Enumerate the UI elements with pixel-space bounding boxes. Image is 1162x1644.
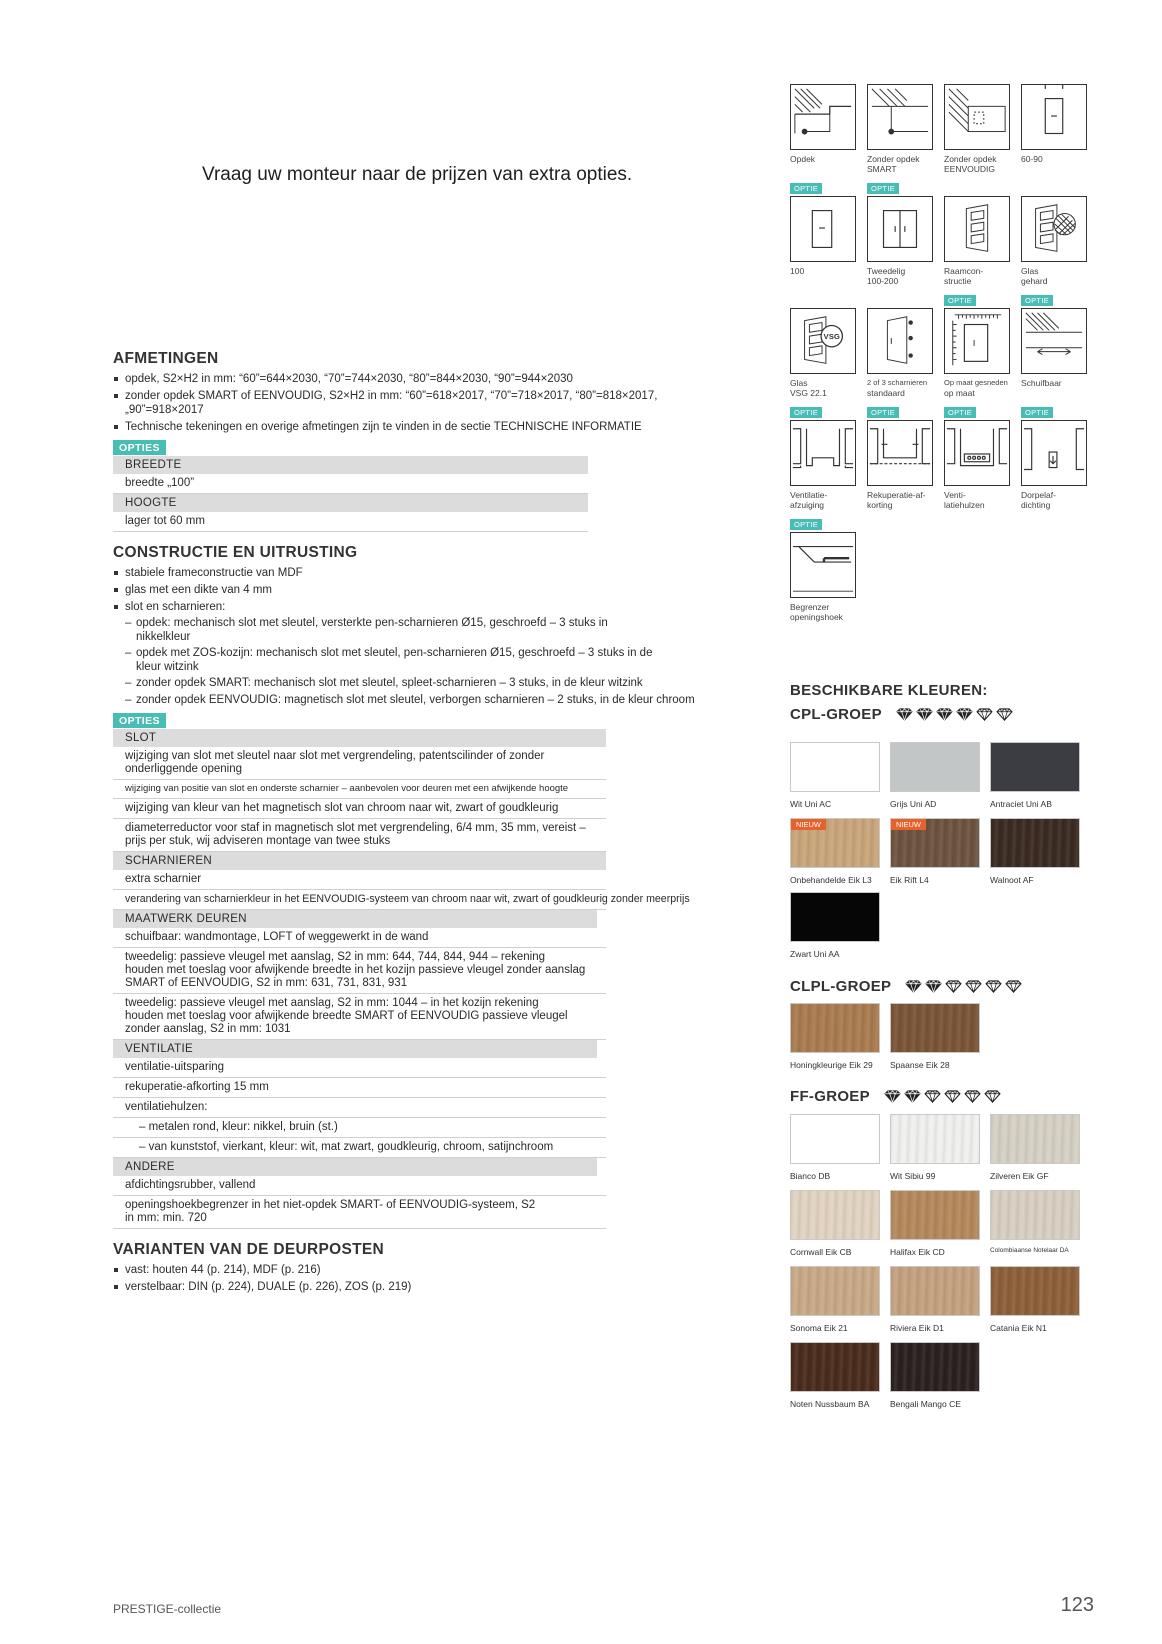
list-item: Technische tekeningen en overige afmetingen zijn te vinden in de sectie TECHNISCHE INFORMATIE [113, 420, 773, 434]
icon-caption: Opdek [790, 154, 816, 164]
headline: Vraag uw monteur naar de prijzen van extra opties. [202, 164, 633, 185]
double-door-icon [867, 196, 933, 262]
swatch-label: Colombiaanse Notelaar DA [990, 1247, 1069, 1254]
table-row: extra scharnier [113, 870, 606, 890]
group-title: CPL-GROEP [790, 706, 882, 723]
diamond-icon [1005, 980, 1022, 993]
table-row: – metalen rond, kleur: nikkel, bruin (st.) [113, 1118, 606, 1138]
color-swatch [790, 1266, 880, 1333]
diamond-icon [905, 980, 922, 993]
vsg-glass-icon [790, 308, 856, 374]
wide-door-icon [790, 196, 856, 262]
icon-caption: Glas [1021, 266, 1039, 276]
table-row: wijziging van slot met sleutel naar slot met vergrendeling, patentscilinder of zonder onderliggende opening [113, 747, 606, 780]
slot-scharnieren-list [125, 617, 773, 707]
icon-tile [790, 84, 856, 164]
color-swatch [790, 818, 880, 885]
color-swatch [990, 1190, 1080, 1254]
icon-caption: structie [944, 276, 972, 286]
optie-tag: OPTIE [867, 183, 899, 194]
swatch-color [890, 1342, 980, 1392]
icon-caption: SMART [867, 164, 897, 174]
group-ff [790, 1088, 1001, 1105]
table-row: ventilatiehulzen: [113, 1098, 606, 1118]
icon-caption: VSG 22.1 [790, 388, 827, 398]
color-swatch [790, 892, 880, 959]
price-diamonds [896, 708, 1013, 721]
list-item: – zonder opdek SMART: mechanisch slot met sleutel, spleet-scharnieren – 3 stuks, in de kleur witzink [125, 677, 773, 691]
icon-tile [1021, 408, 1087, 510]
diamond-icon [925, 980, 942, 993]
swatch-color [890, 1266, 980, 1316]
window-frame-icon [944, 196, 1010, 262]
optie-tag: OPTIE [790, 183, 822, 194]
icon-caption: 100-200 [867, 276, 899, 286]
color-swatch [790, 742, 880, 809]
swatch-label: Sonoma Eik 21 [790, 1323, 848, 1333]
hinges-icon [867, 308, 933, 374]
angle-limiter-icon [790, 532, 856, 598]
swatch-color [790, 1114, 880, 1164]
color-swatch [890, 818, 980, 885]
icon-tile [1021, 84, 1087, 164]
icon-caption: 100 [790, 266, 805, 276]
ventilation-sleeves-icon [944, 420, 1010, 486]
swatch-label: Halifax Eik CD [890, 1247, 945, 1257]
specifications-column [113, 350, 773, 1297]
optie-tag: OPTIE [867, 407, 899, 418]
swatch-label: Bianco DB [790, 1171, 831, 1181]
optie-tag: OPTIE [944, 407, 976, 418]
table-row: verandering van scharnierkleur in het EENVOUDIG-systeem van chroom naar wit, zwart of goudkleurig zonder meerprijs [113, 890, 606, 910]
color-swatch [890, 742, 980, 809]
icon-tile [867, 184, 933, 286]
optie-tag: OPTIE [944, 295, 976, 306]
icon-caption: Zonder opdek [944, 154, 997, 164]
diamond-icon [896, 708, 913, 721]
swatch-color [790, 1003, 880, 1053]
opties-badge: OPTIES [113, 440, 166, 455]
constructie-title: CONSTRUCTIE EN UITRUSTING [113, 544, 358, 561]
table-header: VENTILATIE [113, 1040, 597, 1058]
afmetingen-options-table [113, 456, 588, 532]
table-header: HOOGTE [113, 494, 588, 512]
diamond-icon [985, 980, 1002, 993]
color-swatch [890, 1190, 980, 1257]
list-item: – zonder opdek EENVOUDIG: magnetisch slot met sleutel, verborgen scharnieren – 2 stuks, in de kleur chroom [125, 694, 773, 708]
icon-caption: dichting [1021, 500, 1051, 510]
icon-caption: EENVOUDIG [944, 164, 996, 174]
swatch-color [890, 1190, 980, 1240]
icon-tile [944, 84, 1010, 174]
icon-tile [1021, 296, 1087, 388]
swatch-color [990, 1190, 1080, 1240]
color-swatch [990, 742, 1080, 809]
diamond-icon [964, 1090, 981, 1103]
price-diamonds [884, 1090, 1001, 1103]
tempered-glass-icon [1021, 196, 1087, 262]
table-row: schuifbaar: wandmontage, LOFT of weggewerkt in de wand [113, 928, 606, 948]
icon-caption: Dorpelaf- [1021, 490, 1056, 500]
price-diamonds [905, 980, 1022, 993]
swatch-label: Wit Uni AC [790, 799, 832, 809]
list-item: opdek, S2×H2 in mm: “60”=644×2030, “70”=744×2030, “80”=844×2030, “90”=944×2030 [113, 372, 773, 386]
constructie-list [113, 566, 773, 614]
afmetingen-list [113, 372, 773, 434]
table-row: breedte „100” [113, 474, 588, 494]
opdek-icon [790, 84, 856, 150]
swatch-label: Antraciet Uni AB [990, 799, 1052, 809]
icon-caption: Begrenzer [790, 602, 830, 612]
footer-collection: PRESTIGE-collectie [113, 1602, 222, 1616]
icon-caption: Op maat gesneden [944, 378, 1008, 387]
swatch-label: Spaanse Eik 28 [890, 1060, 950, 1070]
zonder-opdek-smart-icon [867, 84, 933, 150]
table-row: wijziging van kleur van het magnetisch slot van chroom naar wit, zwart of goudkleurig [113, 799, 606, 819]
color-swatch [890, 1003, 980, 1070]
table-row: – van kunststof, vierkant, kleur: wit, mat zwart, goudkleurig, chroom, satijnchroom [113, 1138, 606, 1158]
icon-caption: Ventilatie- [790, 490, 828, 500]
nieuw-badge: NIEUW [791, 819, 826, 830]
diamond-icon [945, 980, 962, 993]
table-row: afdichtingsrubber, vallend [113, 1176, 606, 1196]
threshold-seal-icon [1021, 420, 1087, 486]
sliding-icon [1021, 308, 1087, 374]
icon-tile [944, 296, 1010, 398]
list-item: verstelbaar: DIN (p. 224), DUALE (p. 226), ZOS (p. 219) [113, 1280, 773, 1294]
table-row: rekuperatie-afkorting 15 mm [113, 1078, 606, 1098]
list-item: stabiele frameconstructie van MDF [113, 566, 773, 580]
constructie-options-table [113, 729, 690, 1229]
swatch-color [790, 1266, 880, 1316]
swatch-color [890, 1003, 980, 1053]
color-swatch [890, 1114, 980, 1181]
list-item: – opdek: mechanisch slot met sleutel, versterkte pen-scharnieren Ø15, geschroefd – 3 stuks in nikkelkleur [125, 617, 626, 644]
color-swatch [890, 1266, 980, 1333]
diamond-icon [956, 708, 973, 721]
swatch-label: Riviera Eik D1 [890, 1323, 944, 1333]
icon-tile [790, 520, 856, 622]
diamond-icon [904, 1090, 921, 1103]
color-swatch [790, 1342, 880, 1409]
table-header: MAATWERK DEUREN [113, 910, 597, 928]
icon-tile [944, 196, 1010, 286]
swatch-label: Onbehandelde Eik L3 [790, 875, 872, 885]
ventilation-cutout-icon [790, 420, 856, 486]
swatch-color [990, 818, 1080, 868]
swatch-label: Wit Sibiu 99 [890, 1171, 936, 1181]
table-row: wijziging van positie van slot en onderste scharnier – aanbevolen voor deuren met een afwijkende hoogte [113, 780, 606, 799]
swatch-label: Zwart Uni AA [790, 949, 840, 959]
swatch-label: Noten Nussbaum BA [790, 1399, 870, 1409]
icon-tile [867, 408, 933, 510]
diamond-icon [924, 1090, 941, 1103]
table-header: SLOT [113, 729, 606, 747]
single-door-icon [1021, 84, 1087, 150]
swatch-label: Bengali Mango CE [890, 1399, 961, 1409]
custom-size-icon [944, 308, 1010, 374]
diamond-icon [965, 980, 982, 993]
icon-caption: latiehulzen [944, 500, 985, 510]
recuperation-icon [867, 420, 933, 486]
icon-caption: Raamcon- [944, 266, 984, 276]
optie-tag: OPTIE [790, 407, 822, 418]
swatch-color [890, 1114, 980, 1164]
icon-tile [944, 408, 1010, 510]
swatch-color [790, 892, 880, 942]
swatch-color [890, 818, 980, 868]
icon-caption: 60-90 [1021, 154, 1043, 164]
varianten-list [113, 1263, 773, 1294]
group-clpl [790, 978, 1022, 995]
icon-caption: afzuiging [790, 500, 825, 510]
opties-badge: OPTIES [113, 713, 166, 728]
swatch-color [790, 742, 880, 792]
icon-caption: Zonder opdek [867, 154, 920, 164]
icon-tile [867, 308, 933, 398]
table-row: lager tot 60 mm [113, 512, 588, 532]
icon-caption: Venti- [944, 490, 966, 500]
icon-tile [1021, 196, 1087, 286]
list-item: slot en scharnieren: [113, 600, 773, 614]
swatch-color [890, 742, 980, 792]
table-row: openingshoekbegrenzer in het niet-opdek SMART- of EENVOUDIG-systeem, S2 in mm: min. 720 [113, 1196, 606, 1229]
table-row: tweedelig: passieve vleugel met aanslag, S2 in mm: 644, 744, 844, 944 – rekening houden met toeslag voor afwijkende breedte in het kozijn passieve vleugel zonder aanslag SMART of EENVOUDIG, S2 in mm: 631, 731, 831, 931 [113, 948, 606, 994]
zonder-opdek-eenvoudig-icon [944, 84, 1010, 150]
color-swatch [990, 1114, 1080, 1181]
afmetingen-title: AFMETINGEN [113, 350, 219, 367]
color-swatch [990, 818, 1080, 885]
icon-caption: openingshoek [790, 612, 843, 622]
color-swatch [790, 1190, 880, 1257]
diamond-icon [936, 708, 953, 721]
svg-text:VSG: VSG [823, 332, 840, 342]
swatch-color [790, 1342, 880, 1392]
swatch-label: Cornwall Eik CB [790, 1247, 852, 1257]
optie-tag: OPTIE [1021, 295, 1053, 306]
optie-tag: OPTIE [1021, 407, 1053, 418]
icon-caption: korting [867, 500, 893, 510]
color-swatch [790, 1114, 880, 1181]
colors-section [790, 682, 1130, 699]
list-item: zonder opdek SMART of EENVOUDIG, S2×H2 in mm: “60”=618×2017, “70”=718×2017, “80”=818×2017, „90”=918×2017 [113, 389, 773, 417]
icon-caption: standaard [867, 388, 905, 398]
swatch-label: Honingkleurige Eik 29 [790, 1060, 873, 1070]
diamond-icon [944, 1090, 961, 1103]
page-number: 123 [1060, 1594, 1094, 1616]
icon-caption: gehard [1021, 276, 1048, 286]
swatch-color [790, 818, 880, 868]
swatch-color [990, 742, 1080, 792]
table-header: ANDERE [113, 1158, 597, 1176]
icon-caption: Glas [790, 378, 808, 388]
icon-caption: Tweedelig [867, 266, 906, 276]
table-header: SCHARNIEREN [113, 852, 606, 870]
icon-caption: Schuifbaar [1021, 378, 1062, 388]
optie-tag: OPTIE [790, 519, 822, 530]
swatch-label: Grijs Uni AD [890, 799, 937, 809]
swatch-label: Eik Rift L4 [890, 875, 929, 885]
diamond-icon [884, 1090, 901, 1103]
icon-caption: 2 of 3 scharnieren [867, 378, 928, 387]
icon-tile [790, 184, 856, 276]
list-item: – opdek met ZOS-kozijn: mechanisch slot met sleutel, pen-scharnieren Ø15, geschroefd – 3 stuks in de kleur witzink [125, 647, 666, 674]
table-row: tweedelig: passieve vleugel met aanslag, S2 in mm: 1044 – in het kozijn rekening houden met toeslag voor afwijkende breedte SMART of EENVOUDIG passieve vleugel zonder aanslag, S2 in mm: 1031 [113, 994, 606, 1040]
colors-title: BESCHIKBARE KLEUREN: [790, 682, 988, 699]
list-item: glas met een dikte van 4 mm [113, 583, 773, 597]
color-swatch [890, 1342, 980, 1409]
group-title: FF-GROEP [790, 1088, 870, 1105]
diamond-icon [916, 708, 933, 721]
swatch-label: Zilveren Eik GF [990, 1171, 1049, 1181]
diamond-icon [984, 1090, 1001, 1103]
nieuw-badge: NIEUW [891, 819, 926, 830]
icon-tile [790, 408, 856, 510]
swatch-color [990, 1266, 1080, 1316]
table-row: diameterreductor voor staf in magnetisch slot met vergrendeling, 6/4 mm, 35 mm, vereist – prijs per stuk, wij adviseren montage van twee stuks [113, 819, 606, 852]
diamond-icon [976, 708, 993, 721]
table-header: BREEDTE [113, 456, 588, 474]
swatch-label: Walnoot AF [990, 875, 1034, 885]
icon-caption: Rekuperatie-af- [867, 490, 926, 500]
swatch-label: Catania Eik N1 [990, 1323, 1047, 1333]
group-cpl [790, 706, 1013, 723]
table-row: ventilatie-uitsparing [113, 1058, 606, 1078]
list-item: vast: houten 44 (p. 214), MDF (p. 216) [113, 1263, 773, 1277]
group-title: CLPL-GROEP [790, 978, 892, 995]
swatch-color [990, 1114, 1080, 1164]
diamond-icon [996, 708, 1013, 721]
varianten-title: VARIANTEN VAN DE DEURPOSTEN [113, 1241, 385, 1258]
icon-tile [867, 84, 933, 174]
color-swatch [790, 1003, 880, 1070]
icon-caption: op maat [944, 388, 975, 398]
swatch-color [790, 1190, 880, 1240]
icon-tile [790, 308, 856, 398]
color-swatch [990, 1266, 1080, 1333]
